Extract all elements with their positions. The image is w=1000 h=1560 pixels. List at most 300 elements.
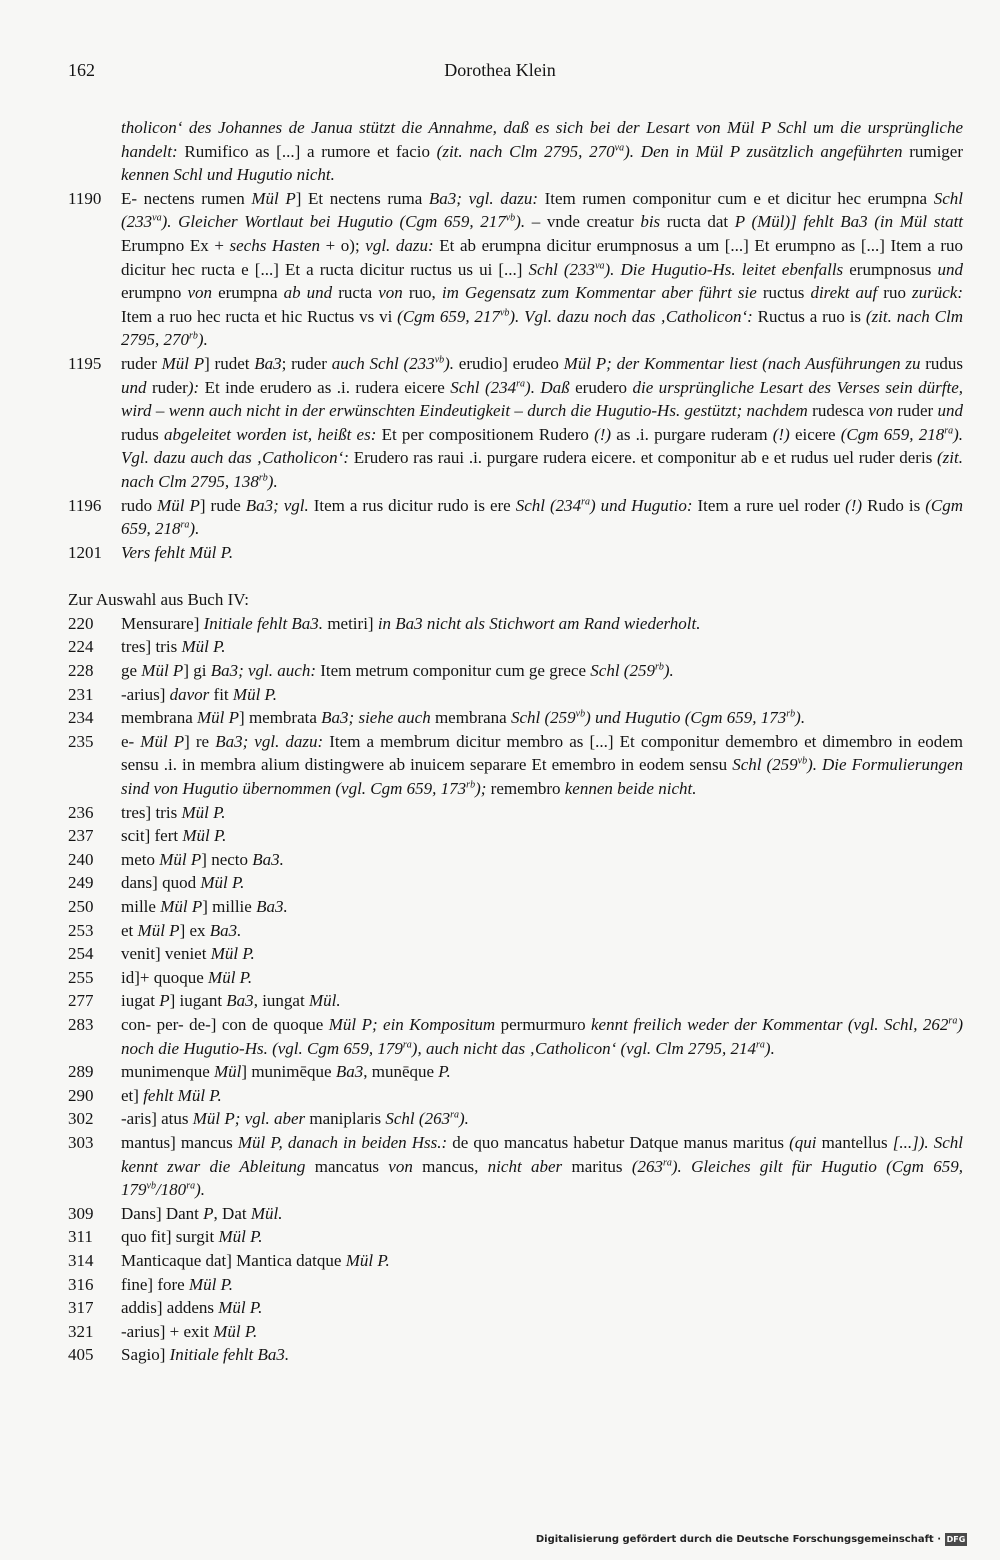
verse-number: 253: [68, 920, 94, 940]
italic-text: ) und Hugutio (Cgm 659, 173: [585, 708, 787, 728]
roman-text: ] munimēque: [241, 1062, 336, 1082]
superscript-text: ra: [756, 1038, 765, 1050]
verse-number: 220: [68, 613, 94, 633]
italic-text: Mül P.: [345, 1250, 390, 1270]
italic-text: ).: [764, 1038, 775, 1058]
entry-text: [121, 1131, 963, 1202]
italic-text: ).: [267, 471, 278, 491]
roman-text: quo fit] surgit: [121, 1227, 219, 1247]
italic-text: (Cgm 659, 218: [121, 495, 963, 539]
italic-text: von: [868, 401, 898, 421]
roman-text: Ructus a ruo is: [757, 306, 866, 326]
entry-text: [121, 612, 963, 636]
roman-text: metiri]: [323, 613, 378, 633]
superscript-text: ra: [944, 425, 954, 437]
roman-text: Et ab erumpna dicitur erumpnosus a um [...] Et erumpno as [...] Item a ruo dicitur hec ructa e [...] Et a ructa dicitur ructus us ui [...]: [121, 235, 964, 279]
roman-text: venit] veniet: [121, 944, 211, 964]
funding-footer: [536, 1533, 967, 1546]
superscript-text: rb: [258, 472, 268, 484]
roman-text: eicere: [794, 424, 841, 444]
roman-text: ructus: [762, 283, 811, 303]
italic-text: Schl (259: [510, 708, 576, 728]
italic-text: ab und: [283, 283, 339, 303]
roman-text: rudus: [121, 424, 164, 444]
verse-number: 1196: [68, 495, 102, 515]
verse-number: 231: [68, 684, 94, 704]
italic-text: Mül P.: [182, 826, 227, 846]
roman-text: Item a ruo hec ructa et hic Ructus vs vi: [121, 306, 398, 326]
roman-text: E- nectens rumen: [121, 188, 252, 208]
italic-text: Mül P; ein Kompositum: [328, 1014, 501, 1034]
superscript-text: ra: [516, 377, 526, 389]
apparatus-body: [68, 116, 963, 1367]
italic-text: Schl (263: [385, 1109, 451, 1129]
roman-text: meto: [121, 849, 160, 869]
italic-text: ). Die Hugutio-Hs. leitet ebenfalls: [604, 259, 850, 279]
italic-text: ) und Hugutio:: [590, 495, 698, 515]
running-head: Dorothea Klein: [444, 60, 556, 80]
italic-text: (zit. nach Clm 2795, 270: [436, 141, 615, 161]
apparatus-entry: [68, 871, 963, 895]
roman-text: et: [121, 920, 138, 940]
italic-text: ). Die Formulierungen sind von Hugutio übernommen (vgl. Cgm 659, 173: [121, 755, 964, 799]
italic-text: (263: [631, 1156, 663, 1176]
entry-text: [121, 871, 963, 895]
entry-text: [121, 1320, 963, 1344]
italic-text: ).: [189, 519, 200, 539]
verse-number: 405: [68, 1345, 94, 1365]
dfg-logo: DFG: [946, 1535, 966, 1544]
roman-text: munimenque: [121, 1062, 215, 1082]
italic-text: Mül P: [157, 495, 200, 515]
verse-number: 283: [68, 1014, 94, 1034]
roman-text: rumiger: [909, 141, 964, 161]
italic-text: (zit. nach Clm 2795, 138: [121, 448, 963, 491]
italic-text: Mül P: [160, 897, 203, 916]
italic-text: Ba3; vgl.: [245, 495, 314, 515]
roman-text: tres] tris: [121, 637, 182, 657]
verse-number: 321: [68, 1321, 94, 1341]
italic-text: Ba3: [226, 991, 254, 1011]
italic-text: von: [187, 283, 219, 303]
italic-text: Initiale fehlt Ba3.: [203, 613, 324, 633]
italic-text: ). Daß: [525, 377, 576, 397]
italic-text: Mül P.: [232, 684, 277, 704]
italic-text: ).: [444, 353, 455, 373]
roman-text: rudus: [925, 353, 964, 373]
roman-text: maritus: [571, 1156, 632, 1176]
italic-text: Schl (233: [528, 259, 596, 279]
verse-number: 317: [68, 1298, 94, 1318]
apparatus-entry: [68, 1273, 963, 1297]
roman-text: Et inde erudero as .i. rudera eicere: [204, 377, 451, 397]
verse-number: 311: [68, 1227, 93, 1247]
superscript-text: va: [595, 259, 605, 271]
roman-text: erumpna: [218, 283, 284, 303]
roman-text: as .i. purgare ruderam: [616, 424, 773, 444]
entry-text: [121, 1225, 963, 1249]
verse-number: 1195: [68, 353, 102, 373]
verse-number: 255: [68, 967, 94, 987]
apparatus-entry: [68, 1107, 963, 1131]
apparatus-entry: [68, 1084, 963, 1108]
italic-text: tholicon‘ des Johannes de Janua stützt die Annahme, daß es sich bei der Lesart von Mül P Schl um die ursprüngliche handelt:: [121, 118, 963, 161]
italic-text: auch Schl (233: [331, 353, 435, 373]
superscript-text: ra: [662, 1156, 672, 1168]
roman-text: ] re: [184, 731, 216, 751]
superscript-text: va: [152, 212, 162, 224]
italic-text: [...]). Schl kennt zwar die Ableitung: [121, 1132, 964, 1176]
italic-text: Mül P.: [208, 967, 253, 987]
italic-text: ). Vgl. dazu auch das ‚Catholicon‘:: [121, 424, 964, 468]
roman-text: ] ex: [179, 920, 210, 940]
italic-text: Mül P: [141, 661, 184, 681]
verse-number: 1190: [68, 188, 102, 208]
entry-text: [121, 1273, 963, 1297]
roman-text: Item metrum componitur cum ge grece: [320, 661, 591, 681]
italic-text: und: [937, 401, 963, 421]
verse-number: 309: [68, 1203, 94, 1223]
italic-text: (!): [772, 424, 795, 444]
entry-text: [121, 1202, 963, 1226]
continuation-paragraph: [68, 116, 963, 187]
roman-text: maniplaris: [309, 1109, 386, 1129]
entry-text: [121, 1343, 963, 1367]
italic-text: Mül P.: [210, 944, 255, 964]
entry-text: [121, 895, 963, 919]
roman-text: et]: [121, 1085, 144, 1105]
superscript-text: rb: [189, 330, 198, 342]
italic-text: bis: [640, 212, 667, 232]
roman-text: fit: [213, 684, 233, 704]
apparatus-entry: [68, 824, 963, 848]
verse-number: 237: [68, 826, 94, 846]
funding-note: Digitalisierung gefördert durch die Deutsche Forschungsgemeinschaft ·: [535, 1534, 941, 1545]
italic-text: P (Mül)] fehlt Ba3 (in Mül statt: [734, 212, 964, 232]
italic-text: kennt freilich weder der Kommentar (vgl. Schl, 262: [591, 1014, 949, 1034]
italic-text: (zit. nach Clm 2795, 270: [121, 306, 963, 350]
roman-text: Rudo is: [867, 495, 926, 515]
superscript-text: vb: [499, 307, 510, 319]
apparatus-entry: [68, 683, 963, 707]
verse-number: 254: [68, 944, 94, 964]
verse-number: 1201: [68, 542, 102, 562]
roman-text: ] millie: [202, 897, 257, 916]
italic-text: ):: [187, 377, 205, 397]
apparatus-entry: [68, 352, 963, 494]
italic-text: Mül P: [197, 708, 240, 728]
italic-text: Mül P.: [200, 873, 245, 893]
superscript-text: rb: [654, 661, 664, 673]
entry-text: [121, 683, 963, 707]
italic-text: Mül P.: [181, 637, 226, 657]
roman-text: membrana: [434, 708, 511, 728]
apparatus-entry: [68, 848, 963, 872]
italic-text: P: [159, 991, 170, 1011]
italic-text: /180: [155, 1180, 187, 1200]
italic-text: Mül P: [159, 849, 202, 869]
apparatus-entry: [68, 801, 963, 825]
entry-text: [121, 494, 963, 541]
verse-number: 250: [68, 897, 94, 916]
entry-text: [121, 801, 963, 825]
entry-text: [121, 1084, 963, 1108]
apparatus-entry: [68, 919, 963, 943]
verse-number: 224: [68, 637, 94, 657]
roman-text: permurmuro: [500, 1014, 592, 1034]
italic-text: (qui: [789, 1132, 822, 1152]
roman-text: Erudero ras raui .i. purgare rudera eicere. et componitur ab e et rudus uel ruder deris: [353, 448, 938, 468]
verse-number: 236: [68, 802, 94, 822]
roman-text: + o);: [325, 235, 366, 255]
apparatus-entry: [68, 942, 963, 966]
roman-text: , Dat: [213, 1203, 251, 1223]
roman-text: vnde creatur: [546, 212, 641, 232]
verse-number: 289: [68, 1062, 94, 1082]
italic-text: abgeleitet worden ist, heißt es:: [164, 424, 382, 444]
roman-text: dans] quod: [121, 873, 201, 893]
roman-text: tres] tris: [121, 802, 182, 822]
roman-text: ] rude: [199, 495, 246, 515]
superscript-text: va: [614, 141, 625, 153]
roman-text: Mensurare]: [121, 613, 204, 633]
italic-text: die ursprüngliche Lesart des Verses sein dürfte, wird – wenn auch nicht in der erwünschten Eindeutigkeit – durch die Hugutio-Hs. gestützt; nachdem: [121, 377, 964, 421]
italic-text: Schl (233: [121, 188, 964, 232]
roman-text: rudo: [121, 495, 158, 515]
italic-text: Mül.: [250, 1203, 283, 1223]
entry-text: [121, 1107, 963, 1131]
roman-text: e-: [121, 731, 141, 751]
apparatus-entry: [68, 1202, 963, 1226]
italic-text: ). Den in Mül P zusätzlich angeführten: [624, 141, 910, 161]
roman-text: membrana: [121, 708, 197, 728]
section-heading: Zur Auswahl aus Buch IV:: [68, 590, 249, 610]
apparatus-entry: [68, 895, 963, 919]
apparatus-entry: [68, 635, 963, 659]
italic-text: von: [378, 283, 409, 303]
italic-text: Mül P: [140, 731, 185, 751]
italic-text: Schl (259: [590, 661, 655, 681]
italic-text: Ba3: [254, 353, 282, 373]
roman-text: Item a rure uel roder: [697, 495, 846, 515]
italic-text: Schl (259: [732, 755, 798, 775]
verse-number: 277: [68, 991, 94, 1011]
roman-text: ] Et nectens ruma: [295, 188, 429, 208]
entry-text: [121, 1013, 963, 1060]
italic-text: ).: [663, 661, 674, 681]
roman-text: ruder: [151, 377, 188, 397]
entry-text: [121, 1249, 963, 1273]
verse-number: 302: [68, 1109, 94, 1129]
italic-text: Ba3.: [256, 897, 288, 916]
roman-text: mancus,: [422, 1156, 488, 1176]
verse-number: 228: [68, 661, 94, 681]
italic-text: Ba3; vgl. auch:: [210, 661, 321, 681]
apparatus-entry: [68, 187, 963, 352]
roman-text: Item a rus dicitur rudo is ere: [313, 495, 516, 515]
entry-text: [121, 541, 963, 565]
italic-text: ).: [458, 1109, 469, 1129]
italic-text: Ba3; siehe auch: [321, 708, 435, 728]
roman-text: Rumifico as [...] a rumore et facio: [184, 141, 437, 161]
italic-text: kennen Schl und Hugutio nicht.: [121, 165, 335, 185]
italic-text: P.: [438, 1062, 451, 1082]
roman-text: Manticaque dat] Mantica datque: [121, 1250, 346, 1270]
roman-text: fine] fore: [121, 1274, 189, 1294]
italic-text: Mül.: [308, 991, 341, 1011]
verse-number: 235: [68, 731, 94, 751]
apparatus-entry: [68, 541, 963, 565]
entry-text: [121, 848, 963, 872]
verse-number: 290: [68, 1085, 94, 1105]
italic-text: ), auch nicht das ‚Catholicon‘ (vgl. Clm 2795, 214: [411, 1038, 757, 1058]
roman-text: mancatus: [314, 1156, 389, 1176]
roman-text: ] gi: [183, 661, 211, 681]
roman-text: ] necto: [201, 849, 253, 869]
entry-text: [121, 187, 963, 352]
italic-text: ). –: [515, 212, 547, 232]
roman-text: remembro: [490, 779, 565, 799]
superscript-text: ra: [186, 1180, 196, 1192]
roman-text: mille: [121, 897, 161, 916]
roman-text: , munēque: [363, 1062, 439, 1082]
entry-text: [121, 730, 963, 801]
apparatus-entry: [68, 494, 963, 541]
page-number: 162: [68, 60, 95, 80]
apparatus-entry: [68, 1296, 963, 1320]
italic-text: Schl (234: [450, 377, 517, 397]
roman-text: mantellus: [821, 1132, 893, 1152]
italic-text: (!): [845, 495, 868, 515]
italic-text: Mül P.: [218, 1298, 263, 1318]
apparatus-entry: [68, 612, 963, 636]
roman-text: ruder: [897, 401, 938, 421]
roman-text: erumpno: [121, 283, 188, 303]
apparatus-entry: [68, 1225, 963, 1249]
italic-text: vgl. dazu:: [365, 235, 440, 255]
apparatus-entry: [68, 730, 963, 801]
entry-text: [121, 352, 963, 494]
roman-text: erumpnosus: [849, 259, 938, 279]
italic-text: Ba3; vgl. dazu:: [215, 731, 330, 751]
italic-text: Ba3: [335, 1062, 364, 1082]
italic-text: nicht aber: [487, 1156, 572, 1176]
superscript-text: vb: [797, 755, 808, 767]
italic-text: direkt auf: [810, 283, 884, 303]
apparatus-entry: [68, 1131, 963, 1202]
superscript-text: ra: [581, 495, 591, 507]
italic-text: P: [203, 1203, 214, 1223]
roman-text: Sagio]: [121, 1345, 170, 1365]
roman-text: ] iugant: [169, 991, 227, 1011]
italic-text: kennen beide nicht.: [564, 779, 697, 799]
italic-text: Mül P; vgl. aber: [192, 1109, 310, 1129]
roman-text: -aris] atus: [121, 1109, 193, 1129]
roman-text: ] rudet: [204, 353, 255, 373]
entry-text: [121, 942, 963, 966]
verse-number: 303: [68, 1132, 94, 1152]
entry-text: [121, 635, 963, 659]
italic-text: (!): [594, 424, 617, 444]
roman-text: Et per compositionem Rudero: [381, 424, 595, 444]
apparatus-entry: [68, 1060, 963, 1084]
roman-text: rudesca: [812, 401, 869, 421]
superscript-text: vb: [505, 212, 516, 224]
italic-text: (Cgm 659, 217: [397, 306, 500, 326]
roman-text: ructa dat: [666, 212, 735, 232]
italic-text: zurück:: [912, 283, 963, 303]
apparatus-entry: [68, 1013, 963, 1060]
roman-text: , iungat: [253, 991, 309, 1011]
roman-text: Item rumen componitur cum e et dicitur hec erumpna: [544, 188, 934, 208]
superscript-text: rb: [466, 779, 476, 791]
italic-text: ). Gleiches gilt für Hugutio (Cgm 659, 179: [121, 1156, 963, 1200]
entry-text: [121, 989, 963, 1013]
roman-text: ] membrata: [239, 708, 322, 728]
roman-text: Erumpno Ex +: [121, 235, 230, 255]
roman-text: mantus] mancus: [121, 1132, 238, 1152]
roman-text: ruo,: [408, 283, 442, 303]
entry-text: [121, 824, 963, 848]
entry-text: [121, 1060, 963, 1084]
italic-text: Vers fehlt Mül P.: [121, 542, 234, 562]
italic-text: von: [388, 1156, 423, 1176]
superscript-text: ra: [948, 1015, 958, 1027]
italic-text: Mül P; der Kommentar liest (nach Ausführungen zu: [563, 353, 926, 373]
verse-number: 249: [68, 873, 94, 893]
italic-text: Mül P: [161, 353, 205, 373]
verse-number: 234: [68, 708, 94, 728]
roman-text: ge: [121, 661, 142, 681]
apparatus-entry: [68, 659, 963, 683]
italic-text: fehlt Mül P.: [143, 1085, 222, 1105]
italic-text: );: [475, 779, 491, 799]
italic-text: Ba3.: [209, 920, 242, 940]
italic-text: Schl (234: [515, 495, 582, 515]
italic-text: Ba3; vgl. dazu:: [428, 188, 545, 208]
roman-text: de quo mancatus habetur Datque manus maritus: [452, 1132, 790, 1152]
italic-text: ).: [197, 330, 208, 350]
superscript-text: vb: [575, 708, 586, 720]
roman-text: addis] addens: [121, 1298, 219, 1318]
notes-book-iv: [68, 612, 963, 1367]
roman-text: iugat: [121, 991, 160, 1011]
verse-number: 316: [68, 1274, 94, 1294]
apparatus-entry: [68, 966, 963, 990]
italic-text: ).: [795, 708, 806, 728]
entry-text: [121, 1296, 963, 1320]
superscript-text: vb: [146, 1180, 156, 1192]
entry-text: [121, 966, 963, 990]
apparatus-entry: [68, 1249, 963, 1273]
verse-number: 314: [68, 1250, 94, 1270]
roman-text: id]+ quoque: [121, 967, 209, 987]
italic-text: ).: [195, 1180, 206, 1200]
italic-text: und: [121, 377, 152, 397]
verse-number: 240: [68, 849, 94, 869]
italic-text: Initiale fehlt Ba3.: [169, 1345, 290, 1365]
italic-text: davor: [169, 684, 214, 704]
roman-text: ructa: [338, 283, 379, 303]
italic-text: Mül: [214, 1062, 242, 1082]
roman-text: con- per- de-] con de quoque: [121, 1014, 329, 1034]
roman-text: Item a membrum dicitur membro as [...] Et componitur demembro et dimembro in eodem sensu .i. in membra alium distingwere ab inuicem separare Et emembro in eodem sensu: [121, 731, 963, 775]
italic-text: in Ba3 nicht als Stichwort am Rand wiederholt.: [377, 613, 701, 633]
italic-text: Mül P, danach in beiden Hss.:: [237, 1132, 453, 1152]
italic-text: Mül P: [251, 188, 296, 208]
roman-text: Dans] Dant: [121, 1203, 204, 1223]
entry-text: [121, 706, 963, 730]
